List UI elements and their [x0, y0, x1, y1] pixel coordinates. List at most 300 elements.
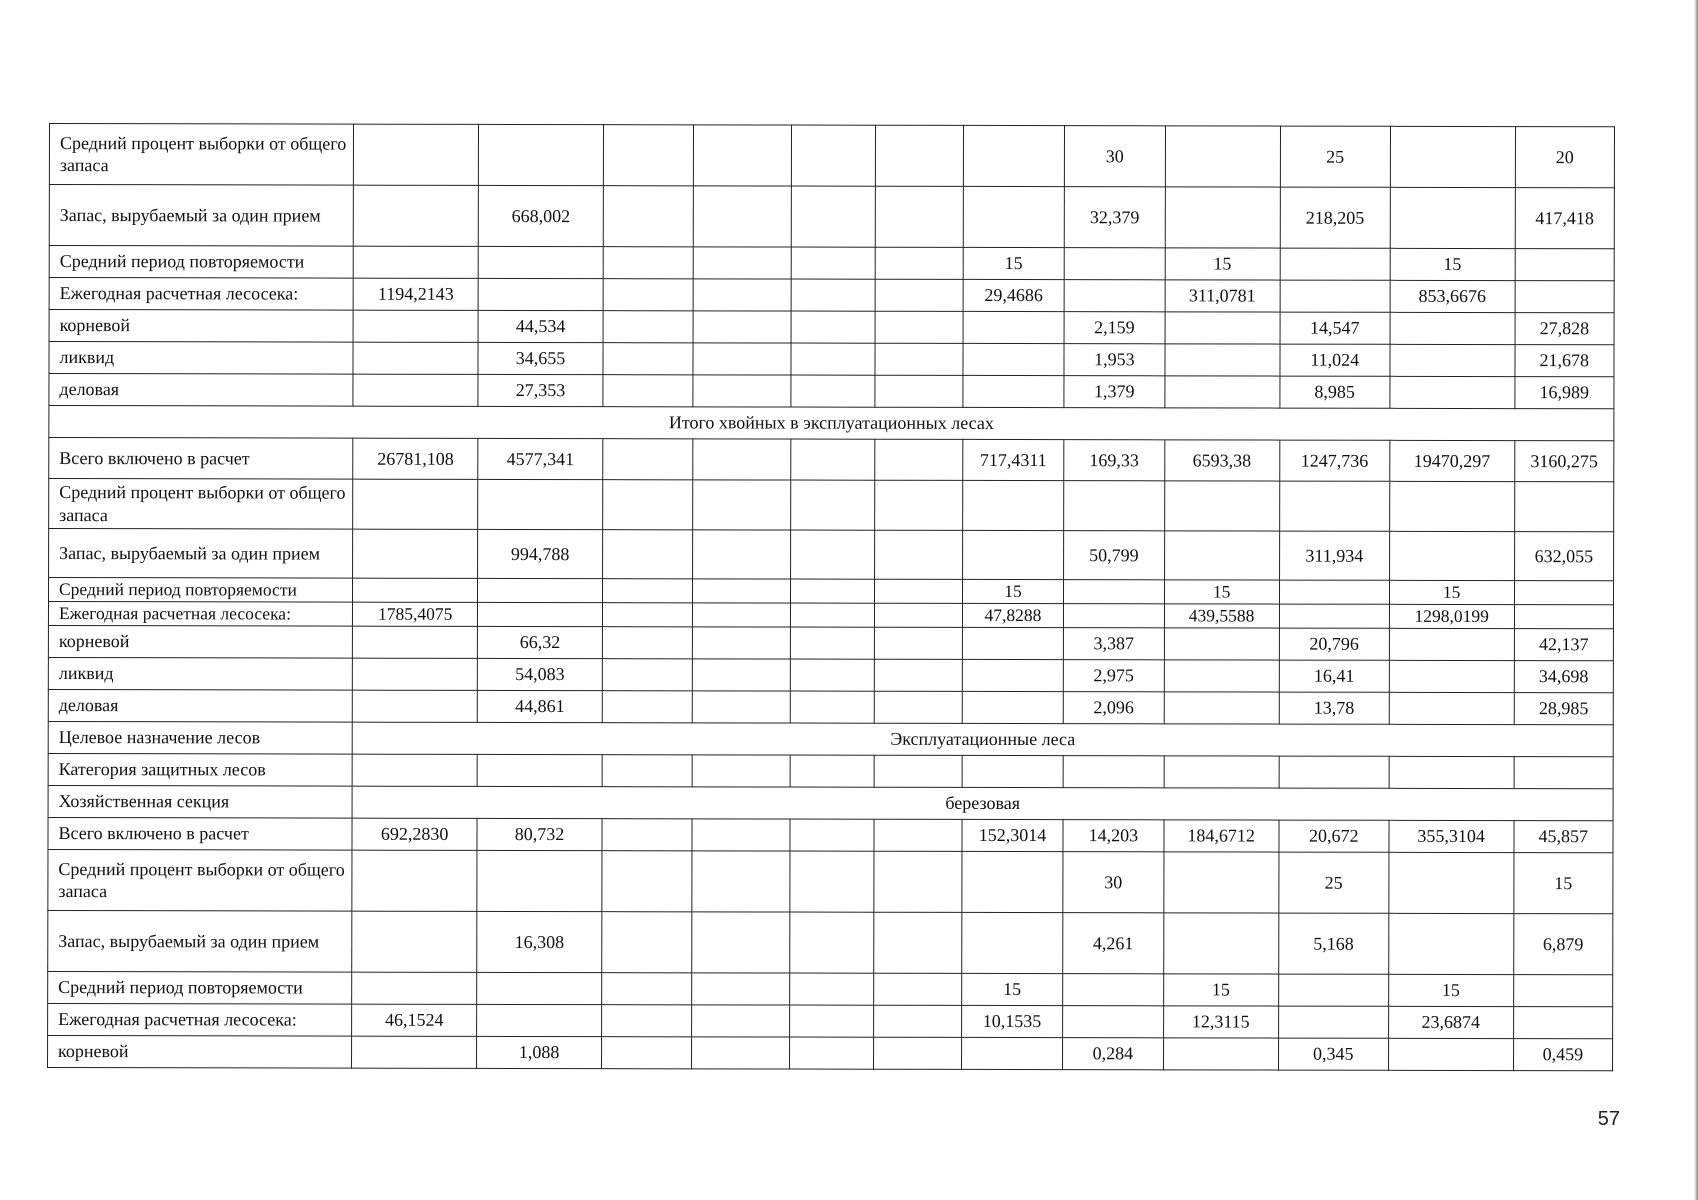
table-cell	[693, 279, 791, 311]
table-cell	[791, 247, 875, 279]
table-cell: 54,083	[477, 658, 602, 690]
table-row	[48, 1035, 1613, 1070]
table-cell: 1194,2143	[353, 278, 478, 310]
table-row	[49, 185, 1614, 249]
table-cell	[693, 125, 791, 186]
table-cell: 34,698	[1514, 661, 1613, 693]
table-cell	[963, 186, 1065, 247]
table-cell: 1,088	[477, 1036, 602, 1068]
table-cell	[789, 1005, 873, 1037]
table-cell	[962, 659, 1063, 691]
table-cell: 15	[1388, 974, 1513, 1006]
table-cell	[874, 1005, 962, 1037]
table-cell	[791, 439, 875, 480]
table-row	[49, 278, 1614, 313]
row-label: Ежегодная расчетная лесосека:	[49, 278, 353, 311]
table-cell	[602, 603, 692, 627]
table-cell	[962, 691, 1063, 723]
table-row	[48, 849, 1613, 913]
table-cell	[1164, 376, 1279, 408]
row-label: деловая	[49, 374, 353, 407]
table-cell	[791, 311, 875, 343]
row-label: деловая	[48, 689, 352, 722]
table-cell	[875, 375, 963, 407]
row-label: ликвид	[48, 657, 352, 690]
table-cell	[875, 530, 963, 579]
table-cell	[1389, 756, 1514, 788]
table-cell: 0,284	[1063, 1038, 1163, 1070]
table-cell	[875, 311, 963, 343]
row-label: ликвид	[49, 342, 353, 375]
row-label: Средний процент выборки от общего запаса	[49, 124, 353, 186]
table-cell	[691, 1005, 789, 1037]
forest-calculation-table	[47, 123, 1615, 1071]
table-cell	[352, 850, 477, 911]
table-row	[49, 529, 1614, 581]
table-cell	[961, 912, 1063, 973]
table-cell	[353, 626, 478, 658]
table-cell	[790, 691, 874, 723]
table-cell	[1279, 604, 1389, 628]
table-cell	[603, 579, 693, 603]
table-row	[48, 817, 1613, 852]
table-cell: 717,4311	[963, 439, 1064, 480]
table-cell: 0,459	[1513, 1039, 1612, 1071]
table-cell	[477, 972, 602, 1004]
table-cell: 10,1535	[961, 1005, 1062, 1037]
table-cell	[603, 375, 693, 407]
table-cell	[1164, 344, 1279, 376]
table-cell	[692, 480, 790, 530]
table-cell	[1280, 248, 1390, 280]
table-cell	[1164, 756, 1279, 788]
table-cell	[603, 439, 693, 480]
table-cell: 80,732	[477, 818, 602, 850]
table-cell: 4,261	[1063, 913, 1163, 974]
row-label: Средний период повторяемости	[48, 971, 352, 1004]
row-label: Ежегодная расчетная лесосека:	[48, 602, 352, 627]
table-cell	[1389, 531, 1514, 580]
table-cell	[962, 755, 1063, 787]
table-cell: 15	[962, 579, 1063, 603]
table-cell: 15	[1389, 580, 1514, 604]
table-cell	[691, 1037, 789, 1069]
table-cell: 44,534	[478, 310, 603, 342]
table-cell	[1164, 481, 1279, 531]
table-cell	[353, 658, 478, 690]
table-cell	[875, 603, 963, 627]
table-cell	[692, 659, 790, 691]
table-cell	[791, 125, 875, 186]
table-cell	[875, 439, 963, 480]
table-cell	[477, 754, 602, 786]
row-label: Средний процент выборки от общего запаса	[49, 479, 353, 530]
section-heading: Эксплуатационные леса	[352, 722, 1613, 757]
table-cell	[352, 690, 477, 722]
table-cell	[790, 851, 874, 912]
table-cell: 20,672	[1279, 820, 1389, 852]
table-row	[49, 124, 1614, 188]
table-cell	[693, 375, 791, 407]
section-heading: Итого хвойных в эксплуатационных лесах	[49, 406, 1614, 441]
table-cell	[1390, 376, 1515, 408]
table-row	[49, 479, 1614, 532]
table-cell: 16,308	[477, 911, 602, 972]
table-cell	[478, 602, 603, 626]
table-cell	[602, 912, 692, 973]
row-label: Целевое назначение лесов	[48, 721, 352, 754]
table-cell	[963, 125, 1065, 186]
table-cell	[602, 1037, 692, 1069]
table-cell	[478, 124, 603, 185]
table-cell: 1,379	[1064, 376, 1164, 408]
table-cell	[602, 755, 692, 787]
table-cell	[1514, 605, 1613, 629]
table-cell	[603, 480, 693, 530]
table-cell	[1279, 580, 1389, 604]
table-cell	[1514, 757, 1613, 789]
row-label: Средний процент выборки от общего запаса	[48, 849, 352, 911]
table-cell	[876, 125, 964, 186]
table-cell	[962, 530, 1064, 579]
table-row	[49, 342, 1614, 377]
table-row	[48, 657, 1613, 692]
row-label: Категория защитных лесов	[48, 753, 352, 786]
row-label: Всего включено в расчет	[48, 817, 352, 850]
row-label: Средний период повторяемости	[48, 578, 352, 603]
table-cell: 15	[1513, 853, 1613, 914]
table-cell	[692, 755, 790, 787]
table-cell: 853,6676	[1390, 280, 1515, 312]
table-cell: 28,985	[1514, 693, 1613, 725]
table-cell	[603, 186, 693, 247]
table-cell: 152,3014	[962, 819, 1063, 851]
table-cell	[1514, 581, 1613, 605]
table-cell	[353, 185, 478, 246]
table-cell	[352, 1036, 477, 1068]
table-cell	[790, 973, 874, 1005]
table-cell: 13,78	[1279, 692, 1389, 724]
table-cell	[692, 627, 790, 659]
section-heading: березовая	[352, 786, 1613, 821]
table-cell	[874, 691, 962, 723]
table-cell: 311,0781	[1165, 280, 1280, 312]
table-cell	[1063, 756, 1163, 788]
table-row	[48, 721, 1613, 756]
table-cell	[874, 851, 962, 912]
table-cell: 30	[1063, 852, 1163, 913]
row-label: Запас, вырубаемый за один прием	[48, 910, 352, 972]
table-cell	[1163, 1038, 1278, 1070]
table-cell	[1163, 913, 1278, 974]
table-cell	[962, 851, 1064, 912]
table-cell: 311,934	[1279, 531, 1389, 580]
table-cell: 994,788	[478, 529, 603, 578]
table-cell: 0,345	[1278, 1038, 1388, 1070]
table-cell	[790, 579, 874, 603]
table-cell	[874, 912, 962, 973]
table-cell	[963, 343, 1064, 375]
table-cell	[692, 851, 790, 912]
table-cell	[603, 530, 693, 579]
table-cell	[602, 819, 692, 851]
table-row	[48, 602, 1613, 629]
table-cell: 5,168	[1279, 913, 1389, 974]
table-cell: 23,6874	[1388, 1006, 1513, 1038]
table-cell	[1278, 974, 1388, 1006]
row-label: Ежегодная расчетная лесосека:	[48, 1003, 352, 1036]
table-cell	[1064, 604, 1164, 628]
table-cell	[1280, 280, 1390, 312]
table-cell	[602, 973, 692, 1005]
table-cell	[1164, 531, 1279, 580]
table-cell: 1298,0199	[1389, 604, 1514, 628]
table-cell	[1389, 628, 1514, 660]
table-cell	[354, 124, 479, 185]
table-cell	[1279, 481, 1389, 531]
table-cell: 42,137	[1514, 629, 1613, 661]
table-cell	[602, 1005, 692, 1037]
table-cell	[1389, 481, 1514, 531]
table-cell: 11,024	[1280, 344, 1390, 376]
table-cell	[602, 659, 692, 691]
table-cell	[1063, 974, 1163, 1006]
table-cell	[963, 311, 1064, 343]
table-cell	[875, 186, 963, 247]
table-cell: 3160,275	[1514, 441, 1613, 482]
table-cell: 632,055	[1514, 532, 1613, 581]
table-cell	[1513, 975, 1612, 1007]
table-cell: 32,379	[1064, 187, 1164, 248]
row-label: Запас, вырубаемый за один прием	[49, 185, 353, 247]
table-cell: 25	[1279, 852, 1389, 913]
table-cell	[791, 343, 875, 375]
table-cell	[1389, 660, 1514, 692]
table-cell	[875, 627, 963, 659]
table-cell: 169,33	[1064, 440, 1164, 481]
table-cell	[478, 246, 603, 278]
table-cell: 4577,341	[478, 438, 603, 479]
table-cell	[603, 247, 693, 279]
table-cell	[1388, 1038, 1513, 1070]
table-cell: 14,547	[1280, 312, 1390, 344]
table-cell: 45,857	[1514, 821, 1613, 853]
table-cell: 16,989	[1515, 377, 1614, 409]
table-cell	[790, 603, 874, 627]
table-cell: 12,3115	[1163, 1006, 1278, 1038]
table-cell	[353, 578, 478, 602]
table-cell	[1515, 249, 1614, 281]
table-cell	[789, 1037, 873, 1069]
table-cell	[1164, 628, 1279, 660]
table-cell	[692, 579, 790, 603]
table-cell: 2,975	[1063, 660, 1163, 692]
table-cell	[791, 375, 875, 407]
table-cell: 668,002	[478, 185, 603, 246]
table-cell	[1165, 126, 1280, 187]
table-cell: 25	[1280, 126, 1390, 187]
table-cell	[791, 480, 875, 530]
table-cell	[691, 973, 789, 1005]
table-row	[49, 406, 1614, 441]
table-cell: 8,985	[1280, 376, 1390, 408]
table-cell	[353, 529, 478, 578]
table-cell: 27,828	[1515, 313, 1614, 345]
table-cell	[1165, 312, 1280, 344]
table-cell	[602, 851, 692, 912]
row-label: корневой	[49, 310, 353, 343]
table-cell	[1279, 756, 1389, 788]
table-cell	[693, 247, 791, 279]
table-cell	[692, 819, 790, 851]
table-cell: 47,8288	[962, 603, 1063, 627]
table-cell	[692, 691, 790, 723]
table-cell	[874, 1037, 962, 1069]
table-cell: 355,3104	[1389, 820, 1514, 852]
table-cell	[1164, 692, 1279, 724]
row-label: Хозяйственная секция	[48, 785, 352, 818]
table-cell	[1063, 1006, 1163, 1038]
table-cell	[692, 439, 790, 480]
row-label: Запас, вырубаемый за один прием	[49, 529, 353, 579]
table-cell	[1064, 280, 1164, 312]
page-number: 57	[1597, 1108, 1620, 1130]
table-body	[48, 124, 1615, 1071]
table-row	[49, 438, 1614, 482]
table-cell	[1515, 281, 1614, 313]
table-cell	[875, 659, 963, 691]
table-cell: 15	[1165, 248, 1280, 280]
table-cell	[1064, 481, 1164, 531]
table-cell: 184,6712	[1163, 820, 1278, 852]
table-cell	[790, 627, 874, 659]
table-cell	[875, 279, 963, 311]
table-cell: 16,41	[1279, 660, 1389, 692]
table-cell	[603, 279, 693, 311]
table-cell: 15	[961, 973, 1062, 1005]
table-cell: 34,655	[478, 342, 603, 374]
table-cell	[352, 754, 477, 786]
table-cell	[1390, 187, 1515, 248]
table-cell: 20,796	[1279, 628, 1389, 660]
table-row	[48, 910, 1613, 974]
table-cell: 6593,38	[1164, 440, 1279, 481]
table-cell	[692, 530, 790, 579]
table-cell	[1390, 344, 1515, 376]
table-cell	[1064, 248, 1164, 280]
table-cell: 1,953	[1064, 344, 1164, 376]
table-cell	[352, 911, 477, 972]
table-cell	[353, 246, 478, 278]
row-label: Всего включено в расчет	[49, 438, 353, 480]
table-row	[48, 971, 1613, 1006]
table-cell	[1278, 1006, 1388, 1038]
table-cell	[875, 480, 963, 530]
table-cell: 44,861	[477, 690, 602, 722]
table-cell	[963, 375, 1064, 407]
table-row	[48, 625, 1613, 660]
table-cell	[602, 691, 692, 723]
table-cell	[875, 343, 963, 375]
table-cell: 2,159	[1064, 312, 1164, 344]
table-cell	[962, 480, 1064, 530]
table-row	[49, 374, 1614, 409]
table-cell: 21,678	[1515, 345, 1614, 377]
table-row	[49, 246, 1614, 281]
table-cell	[790, 819, 874, 851]
table-cell: 3,387	[1064, 628, 1164, 660]
table-cell	[353, 342, 478, 374]
table-cell: 66,32	[478, 626, 603, 658]
table-cell	[1164, 660, 1279, 692]
row-label: Средний период повторяемости	[49, 246, 353, 279]
table-cell	[352, 972, 477, 1004]
table-row	[48, 785, 1613, 820]
table-cell: 6,879	[1513, 914, 1613, 975]
table-cell: 20	[1515, 127, 1615, 188]
table-cell	[790, 530, 874, 579]
table-cell	[691, 912, 789, 973]
table-cell: 15	[963, 247, 1064, 279]
table-row	[48, 753, 1613, 788]
table-cell: 692,2830	[352, 818, 477, 850]
table-row	[48, 689, 1613, 724]
table-cell	[791, 186, 875, 247]
table-cell	[790, 755, 874, 787]
table-cell: 19470,297	[1389, 440, 1514, 481]
table-cell	[1163, 852, 1278, 913]
table-cell	[477, 1004, 602, 1036]
table-cell	[353, 310, 478, 342]
table-cell	[1390, 312, 1515, 344]
table-cell	[603, 343, 693, 375]
row-label: корневой	[48, 1035, 352, 1068]
table-cell	[790, 912, 874, 973]
row-label: корневой	[48, 625, 352, 658]
table-cell	[353, 479, 478, 529]
table-cell: 417,418	[1515, 188, 1615, 249]
table-cell	[477, 850, 602, 911]
table-row	[48, 1003, 1613, 1038]
table-cell: 14,203	[1063, 820, 1163, 852]
table-cell	[875, 579, 963, 603]
table-cell: 46,1524	[352, 1004, 477, 1036]
table-cell: 15	[1390, 248, 1515, 280]
table-row	[49, 310, 1614, 345]
table-cell	[874, 755, 962, 787]
table-cell	[790, 659, 874, 691]
table-cell	[1514, 482, 1613, 532]
table-cell: 439,5588	[1164, 604, 1279, 628]
table-cell: 15	[1164, 580, 1279, 604]
table-cell: 1247,736	[1280, 440, 1390, 481]
table-cell	[478, 479, 603, 529]
table-cell: 218,205	[1280, 187, 1390, 248]
table-cell	[693, 311, 791, 343]
table-row	[48, 578, 1613, 605]
table-cell	[693, 343, 791, 375]
table-cell: 27,353	[478, 374, 603, 406]
table-cell	[1388, 913, 1513, 974]
table-cell	[1389, 692, 1514, 724]
table-cell	[874, 973, 962, 1005]
table-cell	[692, 603, 790, 627]
table-cell	[962, 627, 1063, 659]
scan-edge	[1694, 0, 1698, 1200]
table-cell	[1389, 852, 1514, 913]
table-cell	[353, 374, 478, 406]
table-cell	[875, 247, 963, 279]
